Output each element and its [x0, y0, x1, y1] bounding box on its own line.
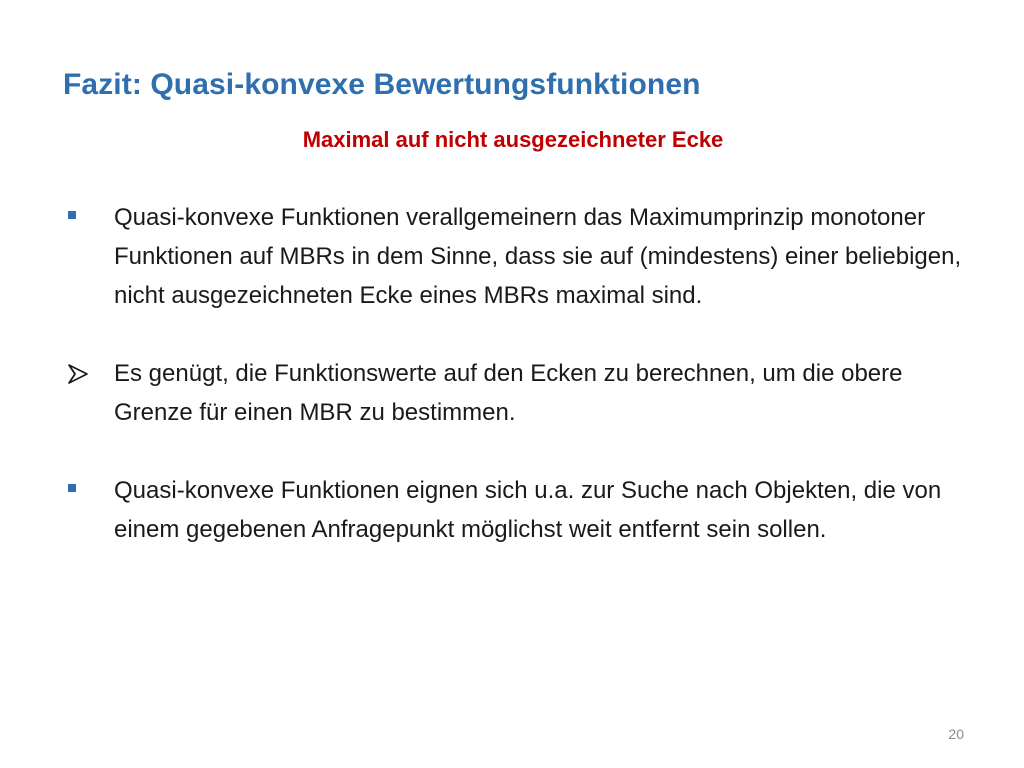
page-number: 20 — [948, 726, 964, 742]
bullet-item-3 — [66, 471, 971, 549]
bullet-text-3: Quasi-konvexe Funktionen eignen sich u.a. zur Suche nach Objekten, die von einem gegebenen Anfragepunkt möglichst weit entfernt sein sollen. — [114, 477, 942, 543]
bullet-item-2 — [66, 354, 971, 432]
bullet-list — [66, 198, 971, 588]
square-bullet-icon — [66, 471, 96, 510]
bullet-text-2: Es genügt, die Funktionswerte auf den Ecken zu berechnen, um die obere Grenze für einen MBR zu bestimmen. — [114, 360, 903, 426]
arrow-bullet-icon — [66, 354, 96, 393]
slide-title: Fazit: Quasi-konvexe Bewertungsfunktionen — [63, 68, 701, 101]
bullet-item-1 — [66, 198, 971, 315]
bullet-text-1: Quasi-konvexe Funktionen verallgemeinern das Maximumprinzip monotoner Funktionen auf MBRs in dem Sinne, dass sie auf (mindestens) einer beliebigen, nicht ausgezeichneten Ecke eines MBRs maximal sind. — [114, 204, 962, 309]
slide-subtitle-text: Maximal auf nicht ausgezeichneter Ecke — [302, 127, 724, 152]
square-bullet-icon — [66, 198, 96, 237]
slide-subtitle — [0, 127, 1024, 153]
